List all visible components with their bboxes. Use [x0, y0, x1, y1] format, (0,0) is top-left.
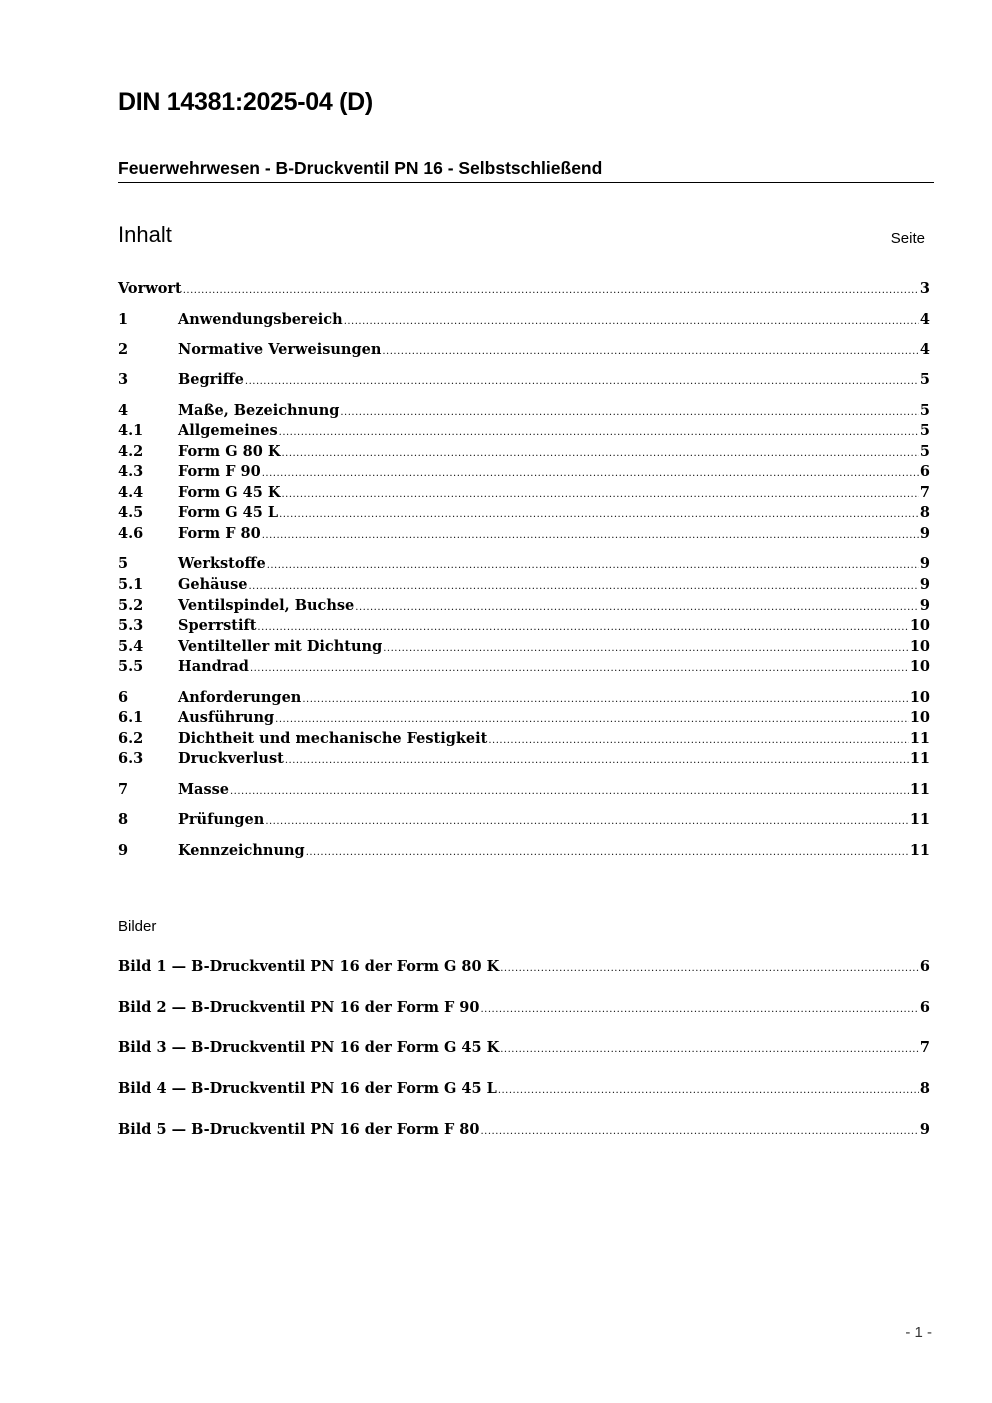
page-number: - 1 - [905, 1324, 932, 1341]
toc-entry[interactable] [118, 554, 930, 574]
toc-entry[interactable] [118, 729, 930, 749]
toc-entry-number: 4.6 [118, 525, 144, 542]
toc-entry-title: Normative Verweisungen [178, 341, 382, 358]
toc-leader [306, 843, 909, 863]
toc-entry-number: 1 [118, 311, 129, 328]
toc-heading: Inhalt [118, 222, 172, 247]
toc-leader [498, 1081, 919, 1101]
toc-entry-title: Form G 45 K [178, 484, 281, 501]
toc-entry-page: 11 [909, 811, 930, 828]
toc-leader [355, 598, 919, 618]
toc-entry-title: Masse [178, 781, 229, 798]
toc-leader [281, 444, 918, 464]
toc-leader [248, 577, 918, 597]
toc-leader [285, 751, 909, 771]
figure-entry-page: 9 [919, 1121, 930, 1138]
toc-leader [265, 812, 908, 832]
toc-entry[interactable] [118, 401, 930, 421]
figure-entry[interactable] [118, 1038, 930, 1058]
toc-leader [480, 1000, 918, 1020]
figure-entry-page: 8 [919, 1080, 930, 1097]
toc-entry[interactable] [118, 524, 930, 544]
document-subtitle: Feuerwehrwesen - B-Druckventil PN 16 - Selbstschließend [118, 158, 934, 183]
toc-entry-page: 10 [909, 638, 930, 655]
toc-entry[interactable] [118, 575, 930, 595]
toc-entry-page: 9 [919, 525, 930, 542]
toc-leader [281, 485, 918, 505]
figure-entry-page: 7 [919, 1039, 930, 1056]
toc-leader [230, 782, 909, 802]
figure-entry[interactable] [118, 1120, 930, 1140]
toc-leader [340, 403, 919, 423]
toc-entry-number: 5.5 [118, 658, 144, 675]
toc-entry-page: 5 [919, 402, 930, 419]
figure-entry-page: 6 [919, 958, 930, 975]
toc-leader [344, 312, 919, 332]
toc-entry[interactable] [118, 310, 930, 330]
toc-entry-page: 3 [919, 280, 930, 297]
toc-entry-title: Allgemeines [178, 422, 278, 439]
toc-entry-number: 2 [118, 341, 129, 358]
toc-entry-title: Vorwort [118, 280, 182, 297]
toc-entry-number: 4.4 [118, 484, 144, 501]
toc-entry[interactable] [118, 708, 930, 728]
figure-entry-title: Bild 4 — B-Druckventil PN 16 der Form G 45 L [118, 1080, 497, 1097]
toc-leader [279, 505, 919, 525]
toc-leader [183, 281, 919, 301]
toc-entry-number: 5.2 [118, 597, 144, 614]
toc-entry-page: 5 [919, 422, 930, 439]
toc-leader [500, 1040, 919, 1060]
page-column-label: Seite [890, 230, 925, 247]
toc-entry-page: 8 [919, 504, 930, 521]
toc-entry-number: 7 [118, 781, 129, 798]
toc-entry-title: Druckverlust [178, 750, 284, 767]
toc-entry-number: 6 [118, 689, 129, 706]
toc-entry-number: 6.3 [118, 750, 144, 767]
toc-entry[interactable] [118, 483, 930, 503]
toc-leader [480, 1122, 918, 1142]
toc-entry-number: 8 [118, 811, 129, 828]
toc-entry-number: 5.3 [118, 617, 144, 634]
toc-entry-page: 9 [919, 597, 930, 614]
toc-entry-number: 5.4 [118, 638, 144, 655]
toc-entry[interactable] [118, 279, 930, 299]
toc-entry-page: 11 [909, 730, 930, 747]
toc-entry-page: 4 [919, 341, 930, 358]
toc-entry[interactable] [118, 637, 930, 657]
toc-entry-title: Ausführung [178, 709, 275, 726]
toc-entry[interactable] [118, 370, 930, 390]
toc-entry-number: 5 [118, 555, 129, 572]
toc-leader [488, 731, 908, 751]
toc-entry-number: 6.2 [118, 730, 144, 747]
figure-entry-title: Bild 2 — B-Druckventil PN 16 der Form F 90 [118, 999, 480, 1016]
toc-entry-page: 9 [919, 576, 930, 593]
toc-entry[interactable] [118, 780, 930, 800]
toc-entry[interactable] [118, 421, 930, 441]
toc-entry-page: 6 [919, 463, 930, 480]
toc-entry-title: Anforderungen [178, 689, 302, 706]
toc-leader [267, 556, 919, 576]
toc-entry-page: 11 [909, 750, 930, 767]
toc-entry-page: 7 [919, 484, 930, 501]
toc-entry-title: Form F 90 [178, 463, 261, 480]
toc-entry[interactable] [118, 596, 930, 616]
figure-entry-title: Bild 1 — B-Druckventil PN 16 der Form G 80 K [118, 958, 500, 975]
toc-entry-title: Begriffe [178, 371, 244, 388]
toc-entry-title: Ventilteller mit Dichtung [178, 638, 383, 655]
toc-leader [250, 659, 909, 679]
toc-entry-page: 9 [919, 555, 930, 572]
toc-entry-title: Anwendungsbereich [178, 311, 343, 328]
toc-leader [302, 690, 908, 710]
toc-entry-page: 10 [909, 709, 930, 726]
toc-entry-page: 4 [919, 311, 930, 328]
toc-entry-title: Form G 45 L [178, 504, 279, 521]
toc-leader [500, 959, 919, 979]
toc-leader [275, 710, 909, 730]
figure-entry-title: Bild 3 — B-Druckventil PN 16 der Form G 45 K [118, 1039, 500, 1056]
toc-leader [262, 464, 919, 484]
toc-entry-title: Maße, Bezeichnung [178, 402, 340, 419]
figure-entry[interactable] [118, 998, 930, 1018]
toc-entry-page: 5 [919, 371, 930, 388]
toc-entry-number: 9 [118, 842, 129, 859]
toc-leader [257, 618, 908, 638]
toc-entry-page: 11 [909, 781, 930, 798]
toc-leader [279, 423, 919, 443]
toc-entry-number: 4.3 [118, 463, 144, 480]
toc-entry-title: Form F 80 [178, 525, 261, 542]
toc-entry-title: Sperrstift [178, 617, 257, 634]
toc-entry-number: 4.2 [118, 443, 144, 460]
toc-leader [262, 526, 919, 546]
document-id: DIN 14381:2025-04 (D) [118, 88, 373, 116]
toc-entry-title: Ventilspindel, Buchse [178, 597, 355, 614]
toc-entry-title: Dichtheit und mechanische Festigkeit [178, 730, 488, 747]
toc-entry-page: 10 [909, 658, 930, 675]
toc-entry-title: Handrad [178, 658, 249, 675]
toc-leader [382, 342, 919, 362]
toc-entry[interactable] [118, 841, 930, 861]
toc-entry-page: 10 [909, 689, 930, 706]
toc-entry-number: 6.1 [118, 709, 144, 726]
toc-entry[interactable] [118, 503, 930, 523]
toc-entry-title: Gehäuse [178, 576, 248, 593]
toc-entry-title: Prüfungen [178, 811, 265, 828]
figure-entry-page: 6 [919, 999, 930, 1016]
toc-entry[interactable] [118, 340, 930, 360]
toc-entry-number: 5.1 [118, 576, 144, 593]
toc-entry-page: 5 [919, 443, 930, 460]
toc-entry-page: 11 [909, 842, 930, 859]
toc-entry[interactable] [118, 810, 930, 830]
toc-entry-number: 4 [118, 402, 129, 419]
toc-entry[interactable] [118, 442, 930, 462]
toc-entry-page: 10 [909, 617, 930, 634]
toc-entry-number: 4.5 [118, 504, 144, 521]
figure-entry-title: Bild 5 — B-Druckventil PN 16 der Form F 80 [118, 1121, 480, 1138]
toc-entry[interactable] [118, 749, 930, 769]
toc-entry-title: Form G 80 K [178, 443, 281, 460]
figure-entry[interactable] [118, 1079, 930, 1099]
toc-leader [245, 372, 919, 392]
toc-entry-number: 4.1 [118, 422, 144, 439]
toc-entry-title: Werkstoffe [178, 555, 266, 572]
toc-entry[interactable] [118, 657, 930, 677]
toc-leader [383, 639, 909, 659]
toc-entry[interactable] [118, 616, 930, 636]
figure-entry[interactable] [118, 957, 930, 977]
toc-entry-title: Kennzeichnung [178, 842, 305, 859]
toc-entry[interactable] [118, 462, 930, 482]
toc-entry[interactable] [118, 688, 930, 708]
toc-entry-number: 3 [118, 371, 129, 388]
figures-heading: Bilder [118, 918, 157, 935]
